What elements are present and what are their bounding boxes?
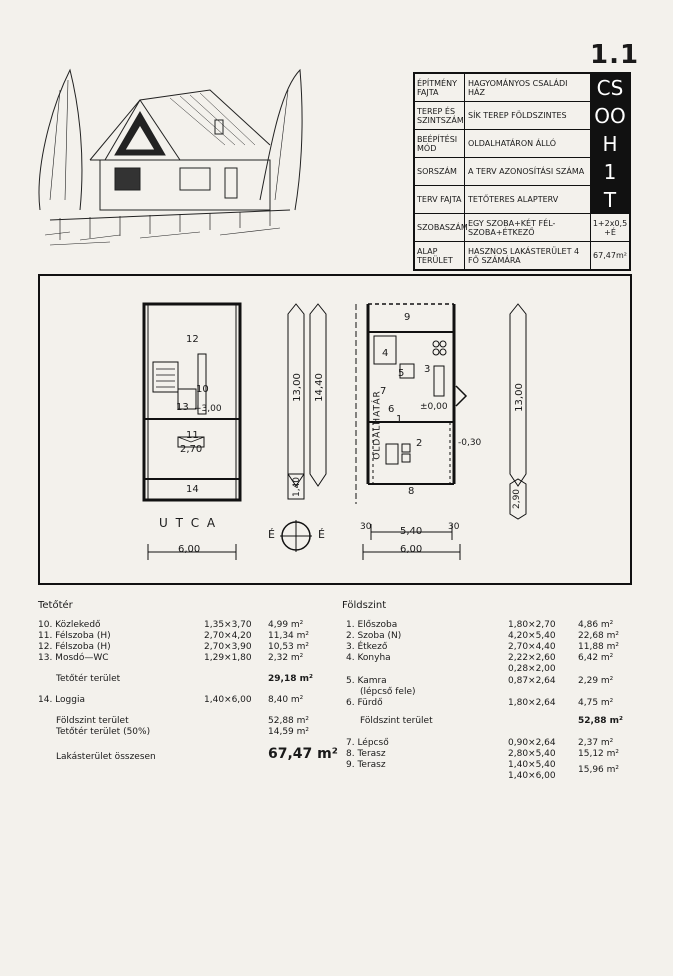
info-value: TETŐTERES ALAPTERV: [465, 186, 591, 213]
dim-140: 1,40: [292, 476, 303, 498]
furdo-name: 6. Fürdő: [346, 698, 383, 708]
extra-name: 8. Terasz: [346, 749, 386, 759]
foldszint-title: Földszint: [342, 600, 387, 611]
info-value: EGY SZOBA+KÉT FÉL-SZOBA+ÉTKEZŐ: [465, 214, 591, 241]
dim-30-right: 30: [448, 522, 460, 532]
total-label: Lakásterület összesen: [56, 752, 156, 762]
info-code: 1: [591, 158, 629, 185]
extra-name: 9. Terasz: [346, 760, 386, 770]
room-3-label: 3: [424, 364, 431, 375]
room-7-label: 7: [380, 386, 387, 397]
tetoter-subtotal-label: Tetőtér terület: [56, 674, 121, 684]
info-code: OO: [591, 102, 629, 129]
info-code: 67,47m²: [593, 251, 627, 260]
tetoter-item-dim: 1,35×3,70: [204, 620, 252, 630]
tetoter-item-dim: 2,70×3,90: [204, 642, 252, 652]
tetoter-title: Tetőtér: [38, 600, 73, 611]
tetoter-item-name: 13. Mosdó—WC: [38, 653, 109, 663]
tet-half-area: 14,59 m²: [268, 727, 310, 737]
room-2-label: 2: [416, 438, 423, 449]
tetoter-item-name: 10. Közlekedő: [38, 620, 101, 630]
info-code: CS: [591, 74, 629, 101]
dim-540: 5,40: [400, 526, 423, 537]
foldszint-item-dim: 1,80×2,70: [508, 620, 556, 630]
loggia-area: 8,40 m²: [268, 695, 304, 705]
info-value: HAGYOMÁNYOS CSALÁDI HÁZ: [465, 74, 591, 101]
info-value: A TERV AZONOSÍTÁSI SZÁMA: [465, 158, 591, 185]
upper-elev-label: +3,00: [194, 404, 222, 414]
foldszint-extra-dim: 0,28×2,00: [508, 664, 556, 674]
foldszint-subtotal-label: Földszint terület: [360, 716, 433, 726]
extra-area: 15,96 m²: [578, 765, 620, 775]
room-5-label: 5: [398, 368, 405, 379]
info-row: [415, 214, 629, 242]
foldszint-item-name: 2. Szoba (N): [346, 631, 402, 641]
dim-600-upper: 6,00: [178, 544, 201, 555]
info-row: [415, 186, 629, 214]
furdo-area: 4,75 m²: [578, 698, 614, 708]
room-9-label: 9: [404, 312, 411, 323]
info-code: 1+2x0,5 +É: [592, 218, 628, 237]
info-row: [415, 242, 629, 269]
tetoter-item-area: 11,34 m²: [268, 631, 310, 641]
info-row: [415, 74, 629, 102]
info-label: BEÉPÍTÉSI MÓD: [415, 130, 465, 157]
foldszint-item-area: 6,42 m²: [578, 653, 614, 663]
kamra-area: 2,29 m²: [578, 676, 614, 686]
tetoter-item-dim: 2,70×4,20: [204, 631, 252, 641]
info-row: [415, 102, 629, 130]
house-sketch: [30, 50, 310, 250]
extra-dim: 2,80×5,40: [508, 749, 556, 759]
north-label-left: É: [268, 528, 275, 541]
info-code: T: [591, 186, 629, 213]
tet-half-label: Tetőtér terület (50%): [56, 727, 151, 737]
room-12-label: 12: [186, 334, 199, 345]
room-10-label: 10: [196, 384, 209, 395]
tetoter-item-area: 2,32 m²: [268, 653, 304, 663]
info-label: SZOBASZÁM: [415, 214, 465, 241]
tetoter-subtotal: 29,18 m²: [268, 674, 313, 684]
foldszint-item-area: 22,68 m²: [578, 631, 620, 641]
info-value: OLDALHATÁRON ÁLLÓ: [465, 130, 591, 157]
foldszint-item-name: 1. Előszoba: [346, 620, 398, 630]
info-row: [415, 158, 629, 186]
tetoter-item-name: 11. Félszoba (H): [38, 631, 111, 641]
extra-area: 15,12 m²: [578, 749, 620, 759]
oldalhatar-label: OLDALHATÁR: [372, 390, 383, 460]
dim-1440: 14,40: [313, 373, 325, 402]
fold-area-label: Földszint terület: [56, 716, 129, 726]
loggia-dim: 1,40×6,00: [204, 695, 252, 705]
extra-name: 7. Lépcső: [346, 738, 389, 748]
foldszint-item-name: 3. Étkező: [346, 642, 388, 652]
dim-290: 2,90: [512, 488, 523, 510]
info-row: [415, 130, 629, 158]
fold-area: 52,88 m²: [268, 716, 310, 726]
foldszint-item-area: 4,86 m²: [578, 620, 614, 630]
foldszint-item-name: 4. Konyha: [346, 653, 391, 663]
page-number: 1.1: [590, 40, 640, 70]
foldszint-subtotal: 52,88 m²: [578, 716, 623, 726]
terasz9-dim2: 1,40×6,00: [508, 771, 556, 781]
info-label: SORSZÁM: [415, 158, 465, 185]
dim-600-ground: 6,00: [400, 544, 423, 555]
info-code: H: [591, 130, 629, 157]
info-table: [413, 72, 631, 271]
room-13-label: 13: [176, 402, 189, 413]
extra-area: 2,37 m²: [578, 738, 614, 748]
tetoter-item-dim: 1,29×1,80: [204, 653, 252, 663]
extra-dim: 0,90×2,64: [508, 738, 556, 748]
info-label: TEREP ÉS SZINTSZÁM: [415, 102, 465, 129]
ground-elev-030: -0,30: [458, 438, 482, 448]
loggia-name: 14. Loggia: [38, 695, 85, 705]
extra-dim: 1,40×5,40: [508, 760, 556, 770]
room-8-label: 8: [408, 486, 415, 497]
info-value: HASZNOS LAKÁSTERÜLET 4 FŐ SZÁMÁRA: [465, 242, 591, 269]
floor-plans: [38, 274, 628, 581]
furdo-dim: 1,80×2,64: [508, 698, 556, 708]
kamra-dim: 0,87×2,64: [508, 676, 556, 686]
foldszint-item-dim: 2,22×2,60: [508, 653, 556, 663]
tetoter-item-name: 12. Félszoba (H): [38, 642, 111, 652]
info-label: ÉPÍTMÉNY FAJTA: [415, 74, 465, 101]
tetoter-item-area: 10,53 m²: [268, 642, 310, 652]
dim-1300: 13,00: [291, 373, 303, 402]
kamra-name: 5. Kamra: [346, 676, 387, 686]
room-14-label: 14: [186, 484, 199, 495]
ground-elev-0: ±0,00: [420, 402, 448, 412]
foldszint-item-dim: 2,70×4,40: [508, 642, 556, 652]
total-area: 67,47 m²: [268, 746, 338, 762]
info-label: TERV FAJTA: [415, 186, 465, 213]
utca-label: U T C A: [159, 516, 218, 530]
foldszint-item-area: 11,88 m²: [578, 642, 620, 652]
dim-1300-ground: 13,00: [513, 383, 525, 412]
room-6-label: 6: [388, 404, 395, 415]
room-4-label: 4: [382, 348, 389, 359]
kamra-sub: (lépcső fele): [360, 687, 416, 697]
upper-dim-label: 2,70: [180, 444, 203, 455]
info-value: SÍK TEREP FÖLDSZINTES: [465, 102, 591, 129]
tetoter-item-area: 4,99 m²: [268, 620, 304, 630]
north-label-right: É: [318, 528, 325, 541]
dim-30-left: 30: [360, 522, 372, 532]
foldszint-item-dim: 4,20×5,40: [508, 631, 556, 641]
room-1-label: 1: [396, 414, 403, 425]
room-11-label: 11: [186, 430, 199, 441]
info-label: ALAP TERÜLET: [415, 242, 465, 269]
